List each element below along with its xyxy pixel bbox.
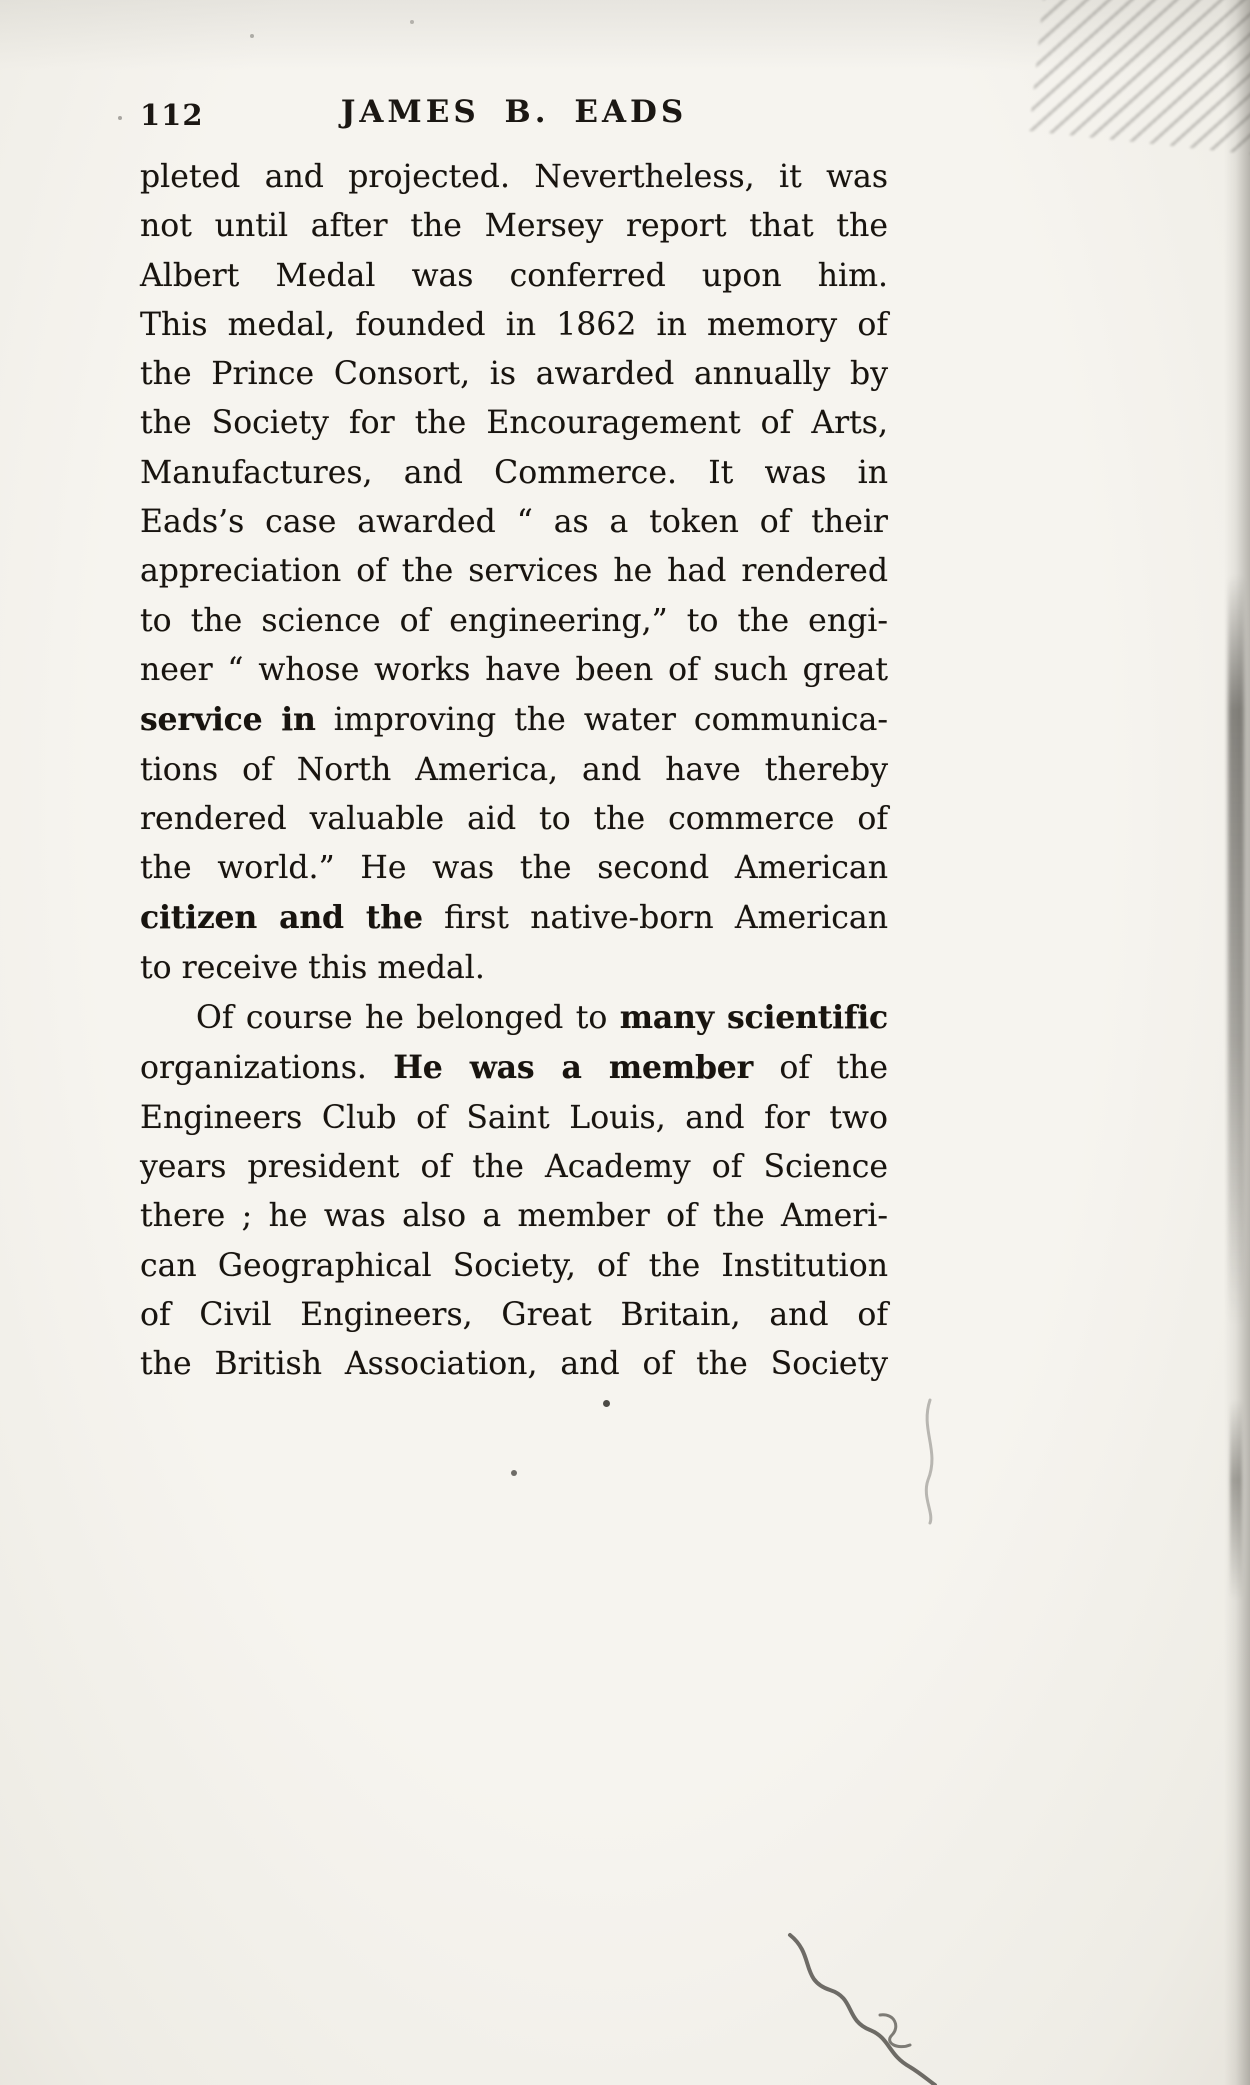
text-segment: Of course he belonged to	[196, 1000, 620, 1037]
ink-speck	[118, 116, 122, 120]
text-segment: of the	[753, 1050, 888, 1087]
text-line: the world.” He was the second American	[140, 850, 888, 887]
text-line: the Society for the Encouragement of Arts,	[140, 405, 888, 442]
running-title: JAMES B. EADS	[340, 94, 688, 130]
text-line	[140, 893, 888, 943]
text-line: can Geographical Society, of the Institution	[140, 1247, 888, 1284]
scan-noise-top	[0, 0, 1250, 70]
ink-speck	[250, 34, 254, 38]
text-line: Albert Medal was conferred upon him.	[140, 257, 888, 294]
text-line: Manufactures, and Commerce. It was in	[140, 454, 888, 491]
text-segment: first native-born American	[422, 900, 888, 937]
text-line: This medal, founded in 1862 in memory of	[140, 306, 888, 343]
text-segment: improving the water communica-	[315, 702, 888, 739]
text-line: years president of the Academy of Science	[140, 1148, 888, 1185]
text-line: the British Association, and of the Society	[140, 1346, 888, 1383]
scan-pen-mark	[890, 1395, 970, 1525]
page-header	[140, 94, 888, 138]
paragraph	[140, 153, 888, 993]
scan-pen-squiggle	[760, 1895, 950, 2085]
text-line: rendered valuable aid to the commerce of	[140, 800, 888, 837]
scan-smudge-right	[1228, 575, 1244, 1325]
text-line: Engineers Club of Saint Louis, and for two	[140, 1099, 888, 1136]
text-line: there ; he was also a member of the Ameri-	[140, 1198, 888, 1235]
text-line: appreciation of the services he had rendered	[140, 553, 888, 590]
text-line: neer “ whose works have been of such great	[140, 651, 888, 688]
bold-text: He was a member	[393, 1049, 754, 1087]
paragraph	[140, 993, 888, 1389]
bold-text: citizen and the	[140, 899, 423, 937]
page-body	[140, 153, 888, 1389]
bold-text: service in	[140, 701, 316, 739]
scan-smudge-top-right	[1029, 0, 1250, 156]
text-segment: organizations.	[140, 1050, 394, 1087]
scan-edge-shadow	[1224, 0, 1250, 2085]
text-line: to receive this medal.	[140, 949, 485, 986]
ink-speck	[603, 1400, 610, 1407]
scan-smudge-right-lower	[1230, 1400, 1242, 1600]
text-line: of Civil Engineers, Great Britain, and of	[140, 1296, 888, 1333]
text-line	[140, 993, 888, 1043]
page-number: 112	[140, 98, 204, 132]
text-line: tions of North America, and have thereby	[140, 751, 888, 788]
text-line	[140, 695, 888, 745]
text-line: not until after the Mersey report that the	[140, 208, 888, 245]
ink-speck	[511, 1470, 517, 1476]
bold-text: many scientific	[619, 999, 888, 1037]
text-line: to the science of engineering,” to the engi-	[140, 602, 888, 639]
text-line	[140, 1043, 888, 1093]
text-line: the Prince Consort, is awarded annually by	[140, 356, 888, 393]
ink-speck	[410, 20, 414, 24]
text-line: pleted and projected. Nevertheless, it was	[140, 159, 888, 195]
text-line: Eads’s case awarded “ as a token of their	[140, 504, 888, 541]
